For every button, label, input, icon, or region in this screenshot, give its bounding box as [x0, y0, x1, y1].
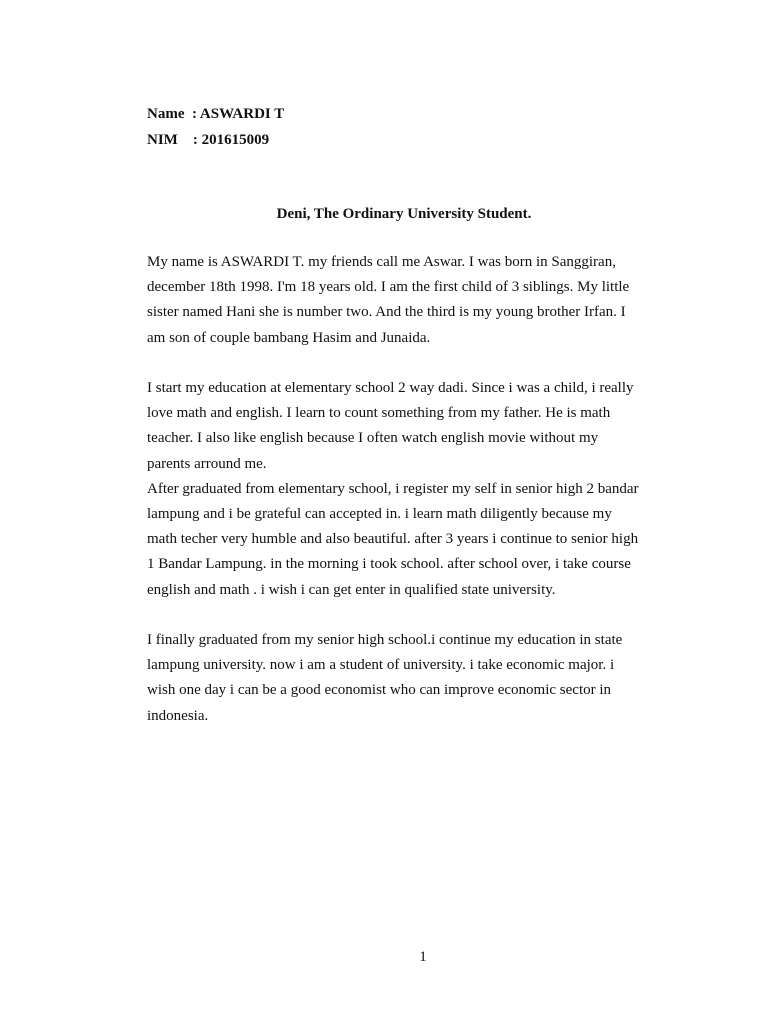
text-line: I start my education at elementary school 2 way dadi. Since i was a child, i really [147, 380, 634, 396]
text-line: am son of couple bambang Hasim and Junaida. [147, 329, 431, 346]
text-line: english and math . i wish i can get enter in qualified state university. [147, 581, 556, 598]
text-line: december 18th 1998. I'm 18 years old. I am the first child of 3 siblings. My little [147, 279, 630, 296]
paragraph-elementary-school [147, 376, 667, 477]
nim-row [147, 127, 284, 153]
text-line: parents arround me. [147, 455, 267, 472]
essay-title: Deni, The Ordinary University Student. [276, 206, 532, 222]
essay-body [147, 250, 667, 729]
page-number: 1 [419, 949, 427, 965]
text-line: love math and english. I learn to count something from my father. He is math [147, 405, 611, 422]
text-line: sister named Hani she is number two. And the third is my young brother Irfan. I [147, 304, 626, 321]
name-row [147, 101, 284, 127]
nim-label: NIM [147, 132, 178, 148]
nim-value: : 201615009 [192, 132, 270, 148]
name-value: : ASWARDI T [192, 106, 285, 122]
paragraph-introduction [147, 250, 667, 351]
text-line: indonesia. [147, 707, 209, 724]
paragraph-senior-high [147, 477, 667, 603]
name-label: Name [147, 106, 185, 122]
paragraph-university [147, 628, 667, 729]
paragraph-spacer [147, 351, 667, 376]
paragraph-spacer [147, 603, 667, 628]
student-info-header [147, 101, 284, 153]
text-line: lampung university. now i am a student of university. i take economic major. i [147, 657, 615, 674]
text-line: After graduated from elementary school, i register my self in senior high 2 bandar [147, 480, 639, 497]
text-line: I finally graduated from my senior high school.i continue my education in state [147, 632, 623, 649]
text-line: teacher. I also like english because I often watch english movie without my [147, 430, 599, 447]
text-line: My name is ASWARDI T. my friends call me Aswar. I was born in Sanggiran, [147, 254, 616, 270]
text-line: lampung and i be grateful can accepted in. i learn math diligently because my [147, 506, 612, 523]
text-line: wish one day i can be a good economist who can improve economic sector in [147, 682, 612, 699]
text-line: math techer very humble and also beautiful. after 3 years i continue to senior high [147, 531, 639, 548]
text-line: 1 Bandar Lampung. in the morning i took school. after school over, i take course [147, 556, 631, 573]
